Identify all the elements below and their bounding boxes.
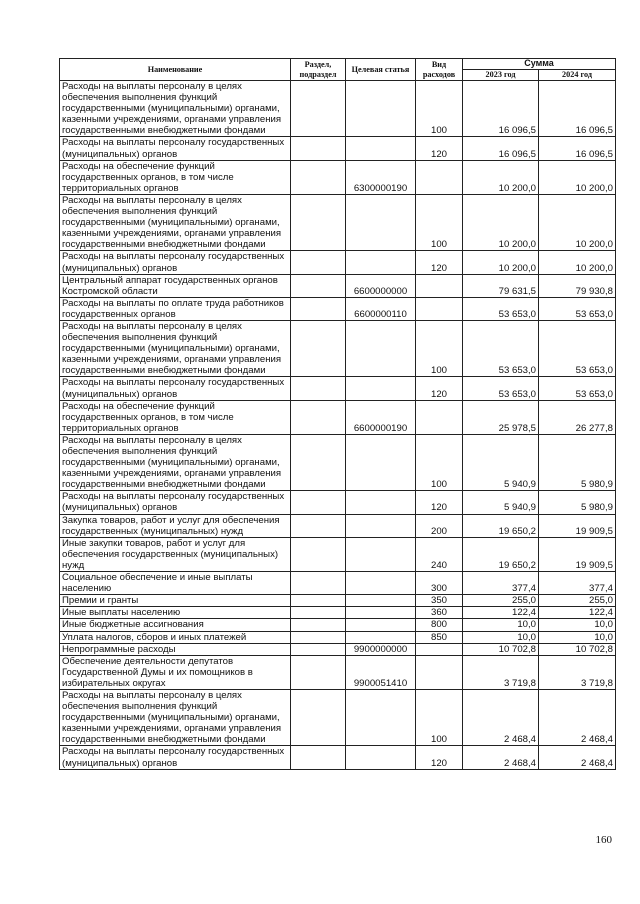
cell-2024: 10,0 [539, 619, 616, 631]
cell-name: Обеспечение деятельности депутатов Государственной Думы и их помощников в избирательных округах [60, 655, 291, 689]
table-row [60, 619, 616, 631]
cell-section [291, 689, 346, 745]
budget-table [59, 58, 616, 770]
cell-section [291, 607, 346, 619]
cell-section [291, 631, 346, 643]
cell-target: 6300000190 [346, 160, 416, 194]
table-row [60, 274, 616, 297]
cell-2023: 5 940,9 [463, 434, 539, 490]
cell-section [291, 160, 346, 194]
cell-target: 9900000000 [346, 643, 416, 655]
cell-target [346, 491, 416, 514]
table-row [60, 572, 616, 595]
cell-name: Расходы на выплаты персоналу государственных (муниципальных) органов [60, 251, 291, 274]
cell-section [291, 297, 346, 320]
cell-2024: 10 200,0 [539, 251, 616, 274]
cell-type: 100 [416, 81, 463, 137]
cell-2024: 5 980,9 [539, 434, 616, 490]
cell-type [416, 655, 463, 689]
cell-type: 120 [416, 491, 463, 514]
cell-name: Расходы на выплаты по оплате труда работников государственных органов [60, 297, 291, 320]
cell-2023: 53 653,0 [463, 377, 539, 400]
cell-2023: 19 650,2 [463, 537, 539, 571]
table-row [60, 81, 616, 137]
table-row [60, 137, 616, 160]
cell-section [291, 400, 346, 434]
cell-section [291, 377, 346, 400]
header-year-2024: 2024 год [539, 70, 616, 81]
cell-name: Центральный аппарат государственных органов Костромской области [60, 274, 291, 297]
table-row [60, 595, 616, 607]
cell-target [346, 746, 416, 769]
cell-type: 120 [416, 251, 463, 274]
cell-2024: 2 468,4 [539, 689, 616, 745]
table-row [60, 251, 616, 274]
table-row [60, 320, 616, 376]
cell-2023: 2 468,4 [463, 746, 539, 769]
cell-2023: 10 200,0 [463, 251, 539, 274]
table-row [60, 194, 616, 250]
cell-type [416, 643, 463, 655]
cell-type: 350 [416, 595, 463, 607]
page-number: 160 [595, 834, 612, 846]
cell-target [346, 514, 416, 537]
cell-2024: 19 909,5 [539, 537, 616, 571]
cell-2023: 2 468,4 [463, 689, 539, 745]
cell-section [291, 274, 346, 297]
cell-name: Премии и гранты [60, 595, 291, 607]
cell-2024: 10 702,8 [539, 643, 616, 655]
cell-2023: 3 719,8 [463, 655, 539, 689]
cell-target [346, 689, 416, 745]
cell-2023: 255,0 [463, 595, 539, 607]
cell-section [291, 434, 346, 490]
table-row [60, 400, 616, 434]
cell-type: 100 [416, 434, 463, 490]
cell-target [346, 377, 416, 400]
cell-name: Иные бюджетные ассигнования [60, 619, 291, 631]
cell-section [291, 643, 346, 655]
cell-2023: 19 650,2 [463, 514, 539, 537]
cell-name: Непрограммные расходы [60, 643, 291, 655]
cell-name: Уплата налогов, сборов и иных платежей [60, 631, 291, 643]
cell-section [291, 572, 346, 595]
table-row [60, 655, 616, 689]
cell-2024: 53 653,0 [539, 320, 616, 376]
cell-name: Расходы на выплаты персоналу в целях обеспечения выполнения функций государственными (муниципальными) органами, казенными учреждениями, органами управления государственными внебюджетными фондами [60, 434, 291, 490]
cell-section [291, 655, 346, 689]
cell-2024: 16 096,5 [539, 137, 616, 160]
cell-name: Закупка товаров, работ и услуг для обеспечения государственных (муниципальных) нужд [60, 514, 291, 537]
cell-2023: 377,4 [463, 572, 539, 595]
cell-name: Расходы на выплаты персоналу в целях обеспечения выполнения функций государственными (муниципальными) органами, казенными учреждениями, органами управления государственными внебюджетными фондами [60, 320, 291, 376]
cell-2024: 255,0 [539, 595, 616, 607]
cell-2024: 26 277,8 [539, 400, 616, 434]
cell-2023: 10 702,8 [463, 643, 539, 655]
cell-target: 9900051410 [346, 655, 416, 689]
cell-section [291, 619, 346, 631]
cell-section [291, 514, 346, 537]
cell-name: Расходы на выплаты персоналу в целях обеспечения выполнения функций государственными (муниципальными) органами, казенными учреждениями, органами управления государственными внебюджетными фондами [60, 194, 291, 250]
cell-type: 200 [416, 514, 463, 537]
cell-name: Расходы на выплаты персоналу государственных (муниципальных) органов [60, 137, 291, 160]
cell-name: Расходы на выплаты персоналу государственных (муниципальных) органов [60, 491, 291, 514]
table-row [60, 491, 616, 514]
cell-target [346, 81, 416, 137]
cell-2024: 53 653,0 [539, 297, 616, 320]
cell-2023: 16 096,5 [463, 137, 539, 160]
header-year-2023: 2023 год [463, 70, 539, 81]
cell-2024: 3 719,8 [539, 655, 616, 689]
cell-type [416, 400, 463, 434]
cell-target [346, 137, 416, 160]
table-row [60, 377, 616, 400]
table-row [60, 631, 616, 643]
cell-target [346, 320, 416, 376]
cell-name: Иные выплаты населению [60, 607, 291, 619]
cell-type: 800 [416, 619, 463, 631]
cell-name: Расходы на обеспечение функций государственных органов, в том числе территориальных органов [60, 400, 291, 434]
cell-2023: 5 940,9 [463, 491, 539, 514]
table-row [60, 746, 616, 769]
table-row [60, 537, 616, 571]
header-section: Раздел, подраздел [291, 59, 346, 81]
table-row [60, 643, 616, 655]
cell-name: Расходы на выплаты персоналу государственных (муниципальных) органов [60, 377, 291, 400]
cell-type [416, 274, 463, 297]
cell-target [346, 607, 416, 619]
table-row [60, 689, 616, 745]
cell-2024: 122,4 [539, 607, 616, 619]
cell-name: Расходы на выплаты персоналу государственных (муниципальных) органов [60, 746, 291, 769]
cell-name: Расходы на обеспечение функций государственных органов, в том числе территориальных органов [60, 160, 291, 194]
cell-2024: 16 096,5 [539, 81, 616, 137]
cell-2023: 122,4 [463, 607, 539, 619]
cell-type: 100 [416, 320, 463, 376]
cell-section [291, 537, 346, 571]
cell-2023: 10,0 [463, 619, 539, 631]
cell-type: 120 [416, 746, 463, 769]
table-row [60, 514, 616, 537]
table-row [60, 607, 616, 619]
header-name: Наименование [60, 59, 291, 81]
cell-type [416, 297, 463, 320]
cell-2024: 10 200,0 [539, 160, 616, 194]
cell-name: Социальное обеспечение и иные выплаты населению [60, 572, 291, 595]
cell-target [346, 537, 416, 571]
table-row [60, 297, 616, 320]
cell-2024: 10,0 [539, 631, 616, 643]
cell-target [346, 595, 416, 607]
cell-target: 6600000190 [346, 400, 416, 434]
cell-section [291, 194, 346, 250]
cell-type: 100 [416, 194, 463, 250]
cell-type: 300 [416, 572, 463, 595]
cell-type: 100 [416, 689, 463, 745]
cell-section [291, 491, 346, 514]
cell-2024: 5 980,9 [539, 491, 616, 514]
cell-2023: 53 653,0 [463, 297, 539, 320]
cell-section [291, 320, 346, 376]
cell-2024: 377,4 [539, 572, 616, 595]
cell-2024: 19 909,5 [539, 514, 616, 537]
cell-target [346, 619, 416, 631]
cell-2023: 53 653,0 [463, 320, 539, 376]
cell-type: 120 [416, 377, 463, 400]
cell-2023: 10 200,0 [463, 194, 539, 250]
cell-target [346, 631, 416, 643]
cell-target: 6600000110 [346, 297, 416, 320]
cell-type: 120 [416, 137, 463, 160]
cell-2023: 10,0 [463, 631, 539, 643]
cell-section [291, 137, 346, 160]
table-row [60, 160, 616, 194]
header-target: Целевая статья [346, 59, 416, 81]
cell-target: 6600000000 [346, 274, 416, 297]
cell-2023: 16 096,5 [463, 81, 539, 137]
cell-2024: 2 468,4 [539, 746, 616, 769]
cell-type [416, 160, 463, 194]
cell-2024: 79 930,8 [539, 274, 616, 297]
cell-2023: 79 631,5 [463, 274, 539, 297]
cell-2023: 10 200,0 [463, 160, 539, 194]
cell-section [291, 251, 346, 274]
cell-target [346, 572, 416, 595]
cell-2023: 25 978,5 [463, 400, 539, 434]
cell-2024: 10 200,0 [539, 194, 616, 250]
header-type: Вид расходов [416, 59, 463, 81]
cell-type: 360 [416, 607, 463, 619]
cell-type: 240 [416, 537, 463, 571]
cell-type: 850 [416, 631, 463, 643]
cell-name: Расходы на выплаты персоналу в целях обеспечения выполнения функций государственными (муниципальными) органами, казенными учреждениями, органами управления государственными внебюджетными фондами [60, 689, 291, 745]
cell-target [346, 434, 416, 490]
header-sum: Сумма [463, 59, 616, 70]
cell-section [291, 746, 346, 769]
cell-name: Расходы на выплаты персоналу в целях обеспечения выполнения функций государственными (муниципальными) органами, казенными учреждениями, органами управления государственными внебюджетными фондами [60, 81, 291, 137]
cell-target [346, 251, 416, 274]
cell-section [291, 81, 346, 137]
cell-2024: 53 653,0 [539, 377, 616, 400]
cell-target [346, 194, 416, 250]
cell-name: Иные закупки товаров, работ и услуг для обеспечения государственных (муниципальных) нужд [60, 537, 291, 571]
table-body [60, 81, 616, 770]
cell-section [291, 595, 346, 607]
table-row [60, 434, 616, 490]
